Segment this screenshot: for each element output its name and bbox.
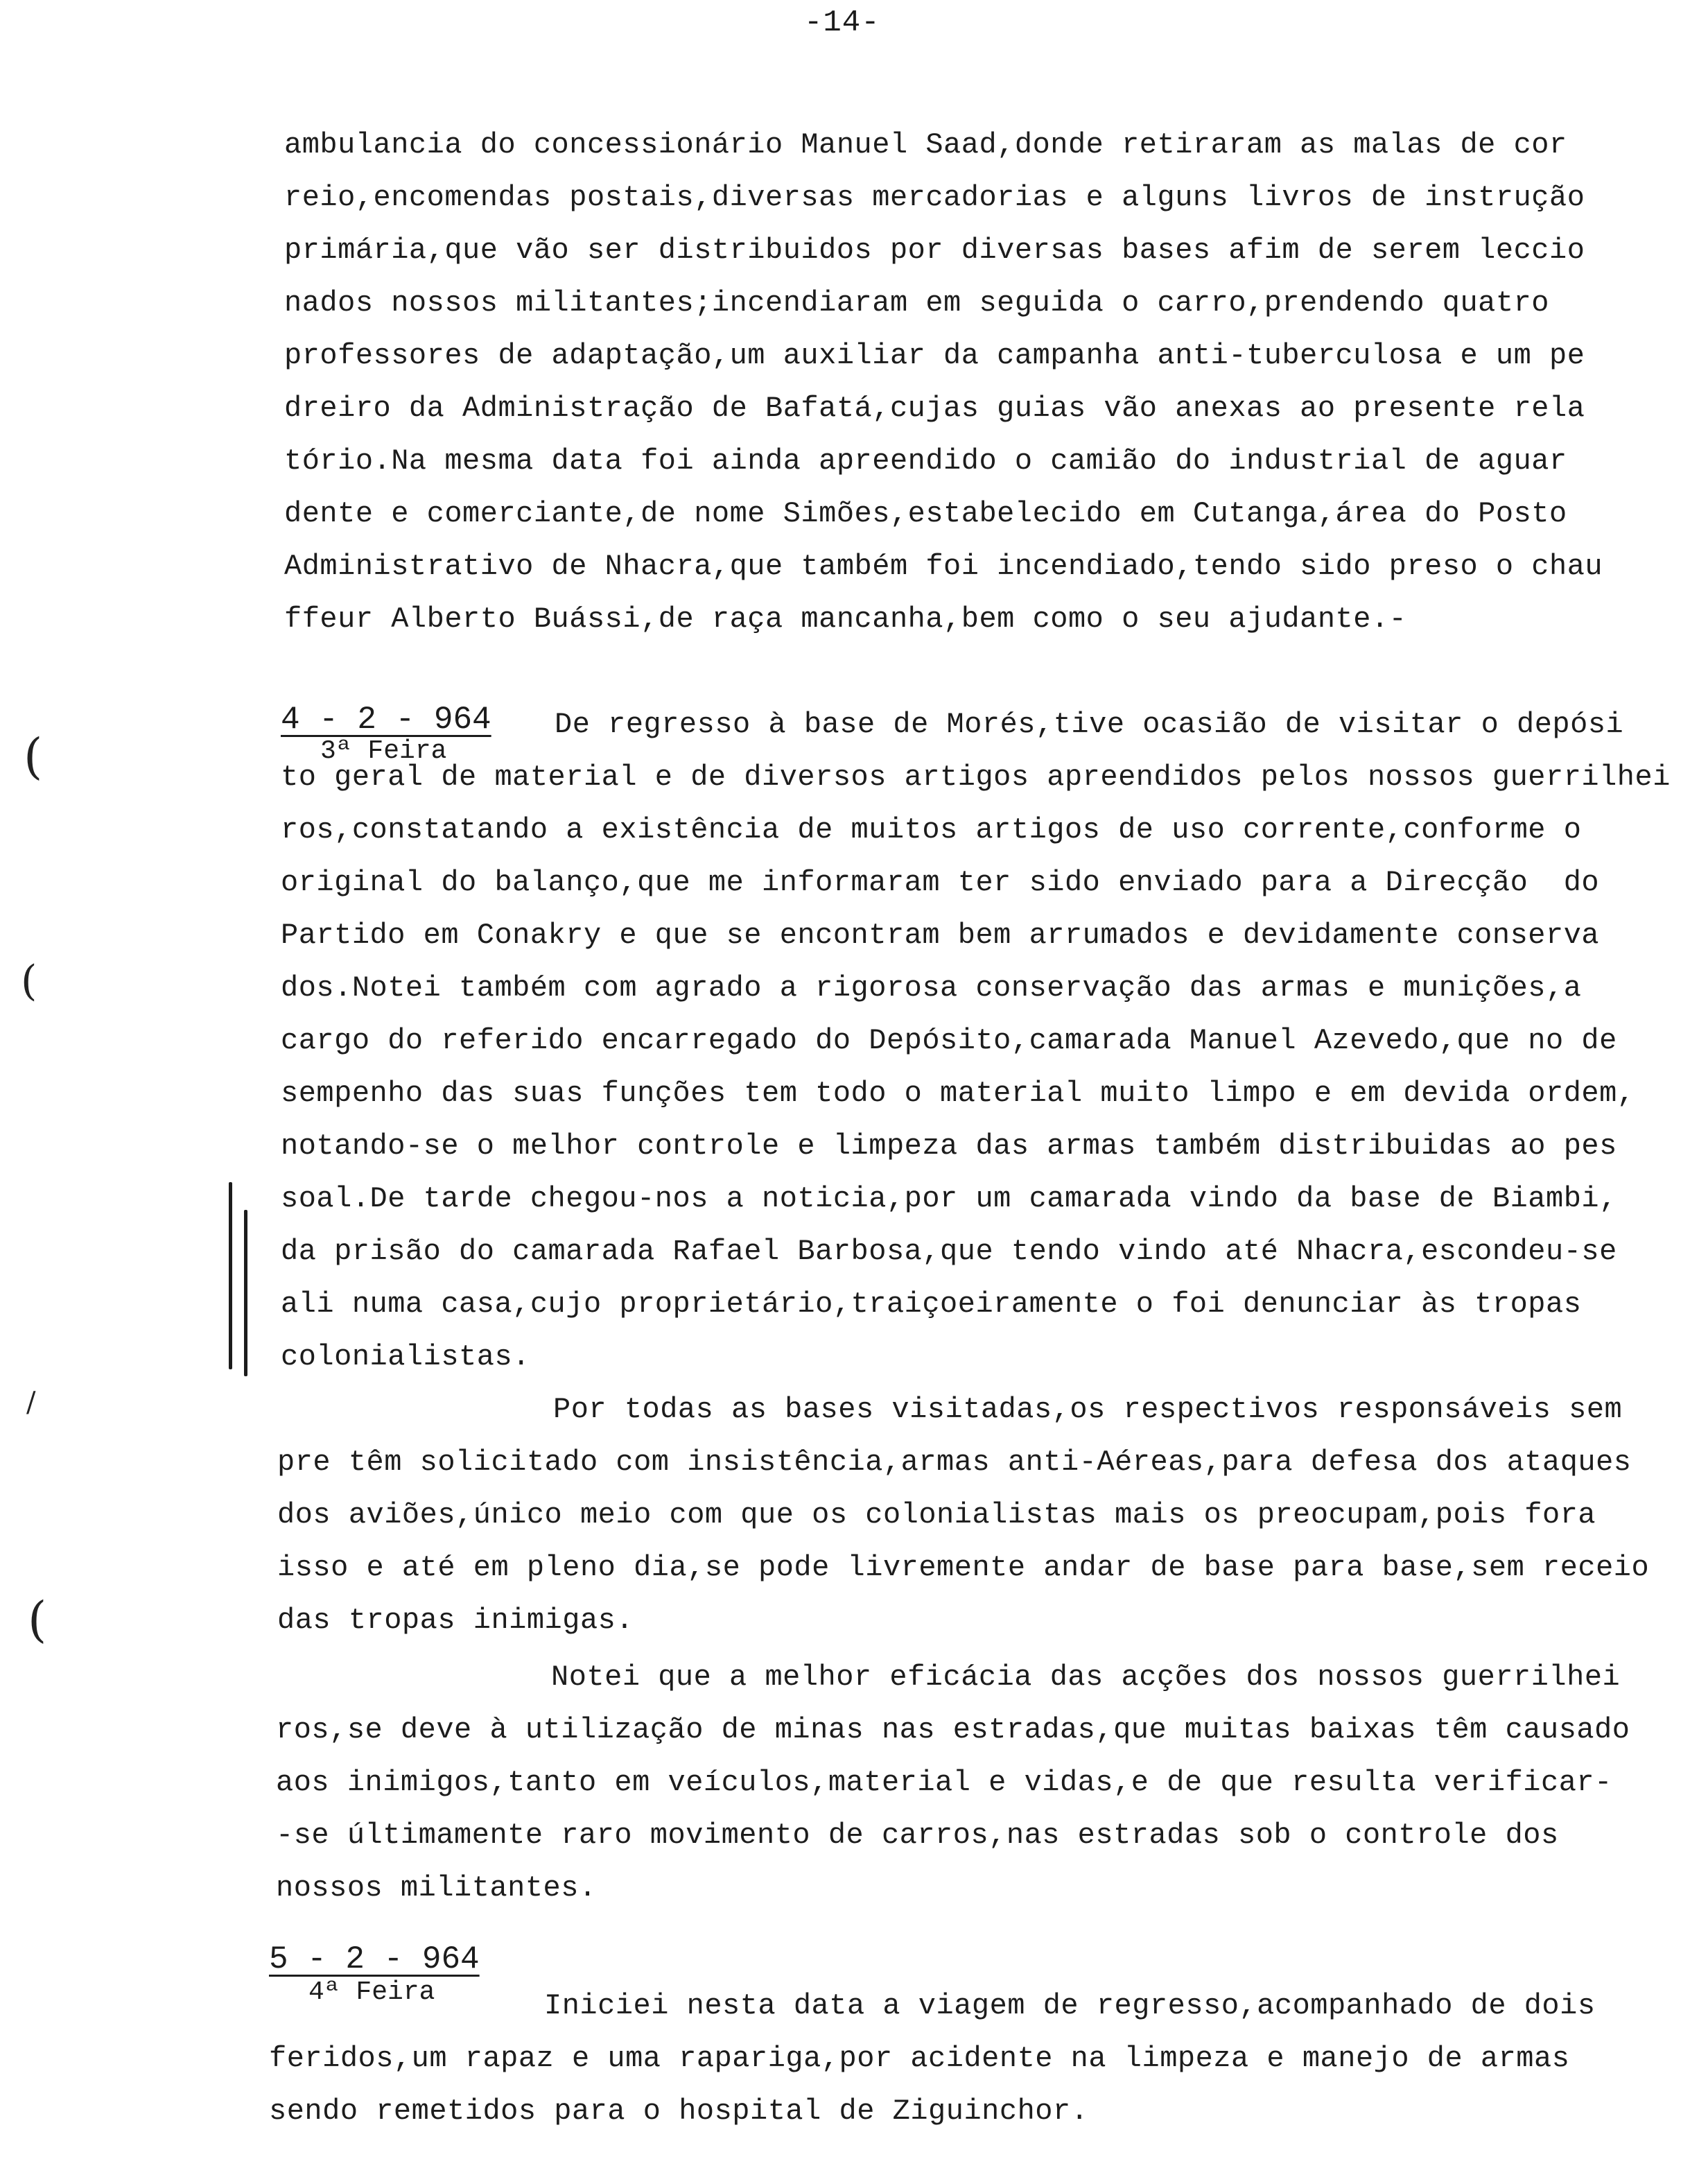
entry-date: 5 - 2 - 964 [269, 1941, 480, 1977]
text-line: ambulancia do concessionário Manuel Saad,donde retiraram as malas de cor [284, 128, 1567, 162]
text-line: Notei que a melhor eficácia das acções dos nossos guerrilhei [551, 1661, 1621, 1694]
margin-hole-mark: ( [21, 957, 37, 1005]
text-line: sempenho das suas funções tem todo o material muito limpo e em devida ordem, [281, 1077, 1635, 1110]
text-line: da prisão do camarada Rafael Barbosa,que tendo vindo até Nhacra,escondeu-se [281, 1235, 1617, 1268]
text-line: tório.Na mesma data foi ainda apreendido o camião do industrial de aguar [284, 444, 1567, 478]
text-line: -se últimamente raro movimento de carros,nas estradas sob o controle dos [276, 1819, 1559, 1852]
text-line: dos aviões,único meio com que os colonialistas mais os preocupam,pois fora [277, 1498, 1596, 1532]
text-line: to geral de material e de diversos artigos apreendidos pelos nossos guerrilhei [281, 761, 1671, 794]
text-line: aos inimigos,tanto em veículos,material e vidas,e de que resulta verificar- [276, 1766, 1612, 1799]
text-line: original do balanço,que me informaram ter sido enviado para a Direcção do [281, 866, 1600, 899]
text-line: sendo remetidos para o hospital de Ziguinchor. [269, 2095, 1089, 2128]
text-line: dos.Notei também com agrado a rigorosa conservação das armas e munições,a [281, 971, 1582, 1005]
entry-weekday: 4ª Feira [308, 1977, 435, 2007]
text-line: ffeur Alberto Buássi,de raça mancanha,bem como o seu ajudante.- [284, 603, 1407, 636]
text-line: ros,constatando a existência de muitos artigos de uso corrente,conforme o [281, 813, 1582, 847]
text-line: notando-se o melhor controle e limpeza das armas também distribuidas ao pes [281, 1129, 1617, 1163]
margin-handwritten-bar [244, 1210, 247, 1376]
text-line: colonialistas. [281, 1340, 530, 1373]
text-line: cargo do referido encarregado do Depósito,camarada Manuel Azevedo,que no de [281, 1024, 1617, 1057]
text-line: soal.De tarde chegou-nos a noticia,por um camarada vindo da base de Biambi, [281, 1182, 1617, 1215]
entry-weekday: 3ª Feira [320, 736, 447, 766]
text-line: professores de adaptação,um auxiliar da campanha anti-tuberculosa e um pe [284, 339, 1585, 372]
text-line: reio,encomendas postais,diversas mercadorias e alguns livros de instrução [284, 181, 1585, 214]
text-line: nados nossos militantes;incendiaram em seguida o carro,prendendo quatro [284, 286, 1549, 320]
text-line: dreiro da Administração de Bafatá,cujas guias vão anexas ao presente rela [284, 392, 1585, 425]
entry-date: 4 - 2 - 964 [281, 702, 491, 738]
text-line: Iniciei nesta data a viagem de regresso,acompanhado de dois [544, 1989, 1596, 2022]
text-line: Administrativo de Nhacra,que também foi incendiado,tendo sido preso o chau [284, 550, 1603, 583]
text-line: isso e até em pleno dia,se pode livremente andar de base para base,sem receio [277, 1551, 1650, 1584]
text-line: ros,se deve à utilização de minas nas estradas,que muitas baixas têm causado [276, 1713, 1630, 1747]
margin-hole-mark: ( [24, 728, 43, 785]
text-line: dente e comerciante,de nome Simões,estabelecido em Cutanga,área do Posto [284, 497, 1567, 530]
text-line: ali numa casa,cujo proprietário,traiçoeiramente o foi denunciar às tropas [281, 1288, 1582, 1321]
margin-hole-mark: / [26, 1387, 36, 1419]
text-line: nossos militantes. [276, 1871, 597, 1905]
text-line: Por todas as bases visitadas,os respectivos responsáveis sem [553, 1393, 1623, 1426]
text-line: pre têm solicitado com insistência,armas anti-Aéreas,para defesa dos ataques [277, 1446, 1632, 1479]
page-number: -14- [804, 6, 880, 40]
text-line: primária,que vão ser distribuidos por diversas bases afim de serem leccio [284, 234, 1585, 267]
text-line: Partido em Conakry e que se encontram bem arrumados e devidamente conserva [281, 919, 1600, 952]
margin-hole-mark: ( [28, 1591, 47, 1648]
text-line: das tropas inimigas. [277, 1604, 634, 1637]
text-line: feridos,um rapaz e uma rapariga,por acidente na limpeza e manejo de armas [269, 2042, 1570, 2075]
margin-handwritten-bar [229, 1182, 232, 1369]
text-line: De regresso à base de Morés,tive ocasião de visitar o depósi [555, 708, 1624, 741]
